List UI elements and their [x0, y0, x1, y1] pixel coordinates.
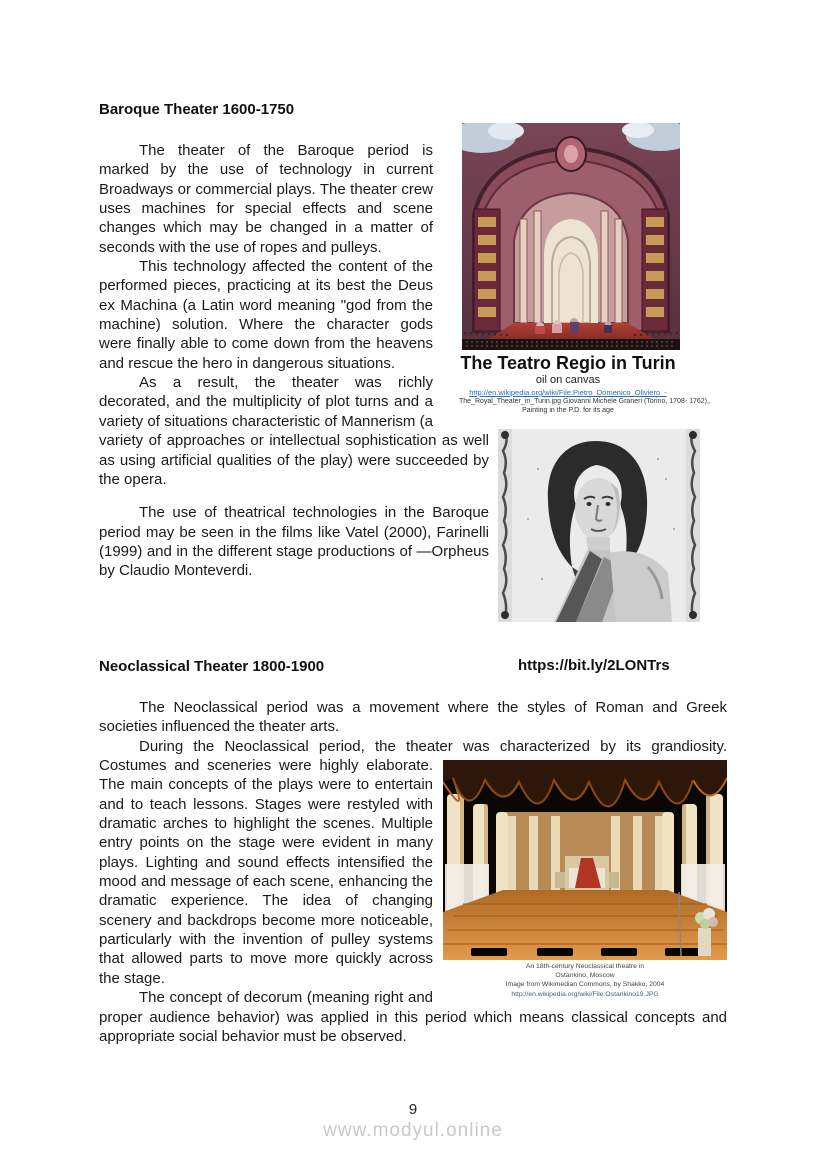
neoclassical-paragraph-3: Costumes and sceneries were highly elaborate. The main concepts of the plays were to entertain and to teach lessons. Stages were restyled with dramatic arches to highlight the scenes. Multiple entry points on the stage were evident in many plays. Lighting and sound effects intensified the mood and message of each scene, enhancing the dramatic experience. The idea of changing scenery and backdrops become more noticeable, particularly with the invention of pulley systems that allowed parts to move more quickly across the stage.: [99, 757, 433, 987]
ostankino-theatre-image: [443, 760, 727, 960]
teatro-regio-painting-image: [462, 123, 680, 350]
monteverdi-portrait-image: [498, 429, 700, 622]
caption-line1: An 18th-century Neoclassical theatre in: [525, 963, 645, 971]
caption-line3: Image from Wikimedian Commons, by Shakko, 2004: [505, 981, 665, 989]
figure-title: The Teatro Regio in Turin: [460, 353, 676, 373]
neoclassical-figure-caption: [443, 962, 727, 999]
baroque-figure: [433, 123, 727, 415]
neoclassical-heading-row: [99, 657, 727, 676]
caption-line2: Ostankino, Moscow: [555, 972, 615, 980]
figure-credit-line2: Painting in the P.D. for its age: [522, 406, 614, 414]
neoclassical-figure: [433, 760, 727, 999]
baroque-paragraph-4: The use of theatrical technologies in the Baroque period may be seen in the films like Vatel (2000), Farinelli (1999) and in the different stage productions of —Orpheus by Claudio Monteverdi.: [99, 504, 489, 580]
ostankino-file-link[interactable]: http://en.wikipedia.org/wiki/File:Ostankino19.JPG: [511, 990, 659, 998]
portrait-figure: [489, 429, 727, 622]
bitly-link[interactable]: https://bit.ly/2LONTrs: [518, 657, 670, 674]
neoclassical-heading: Neoclassical Theater 1800-1900: [99, 658, 325, 675]
baroque-section: [99, 100, 727, 622]
wikipedia-file-link[interactable]: http://en.wikipedia.org/wiki/File:Pietro_Domenico_Oliviero_-: [469, 388, 667, 397]
baroque-figure-caption: [459, 352, 711, 415]
neoclassical-paragraph-4: The concept of decorum (meaning right and proper audience behavior) was applied in this period which means classical concepts and appropriate social behavior must be observed.: [99, 989, 727, 1045]
figure-credit-line1: The_Royal_Theater_in_Turin.jpg Giovanni Michele Graneri (Torino, 1708- 1762),,: [459, 398, 711, 405]
neoclassical-paragraph-1: The Neoclassical period was a movement where the styles of Roman and Greek societies influenced the theater arts.: [99, 699, 727, 736]
baroque-paragraph-1: The theater of the Baroque period is marked by the use of technology in current Broadways or commercial plays. The theater crew uses machines for special effects and scene changes which may be changed in a matter of seconds with the use of ropes and pulleys.: [99, 142, 433, 256]
neoclassical-paragraph-2: During the Neoclassical period, the theater was characterized by its grandiosity.: [139, 737, 727, 755]
figure-medium: oil on canvas: [535, 374, 601, 386]
neoclassical-section: [99, 650, 727, 1046]
page-number: 9: [408, 1101, 418, 1118]
baroque-paragraph-3: As a result, the theater was richly decorated, and the multiplicity of plot turns and a variety of situations characteristic of Mannerism (a variety of approaches or intellectual sophistication as well as using artificial qualities of the play) were succeeded by the opera.: [99, 374, 489, 488]
baroque-paragraph-2: This technology affected the content of the performed pieces, practicing at its best the Deus ex Machina (a Latin word meaning "god from the machine) solution. Where the character gods were finally able to come down from the heavens and rescue the hero in dangerous situations.: [99, 258, 433, 372]
baroque-heading: Baroque Theater 1600-1750: [99, 101, 295, 118]
watermark-url: www.modyul.online: [323, 1120, 503, 1141]
